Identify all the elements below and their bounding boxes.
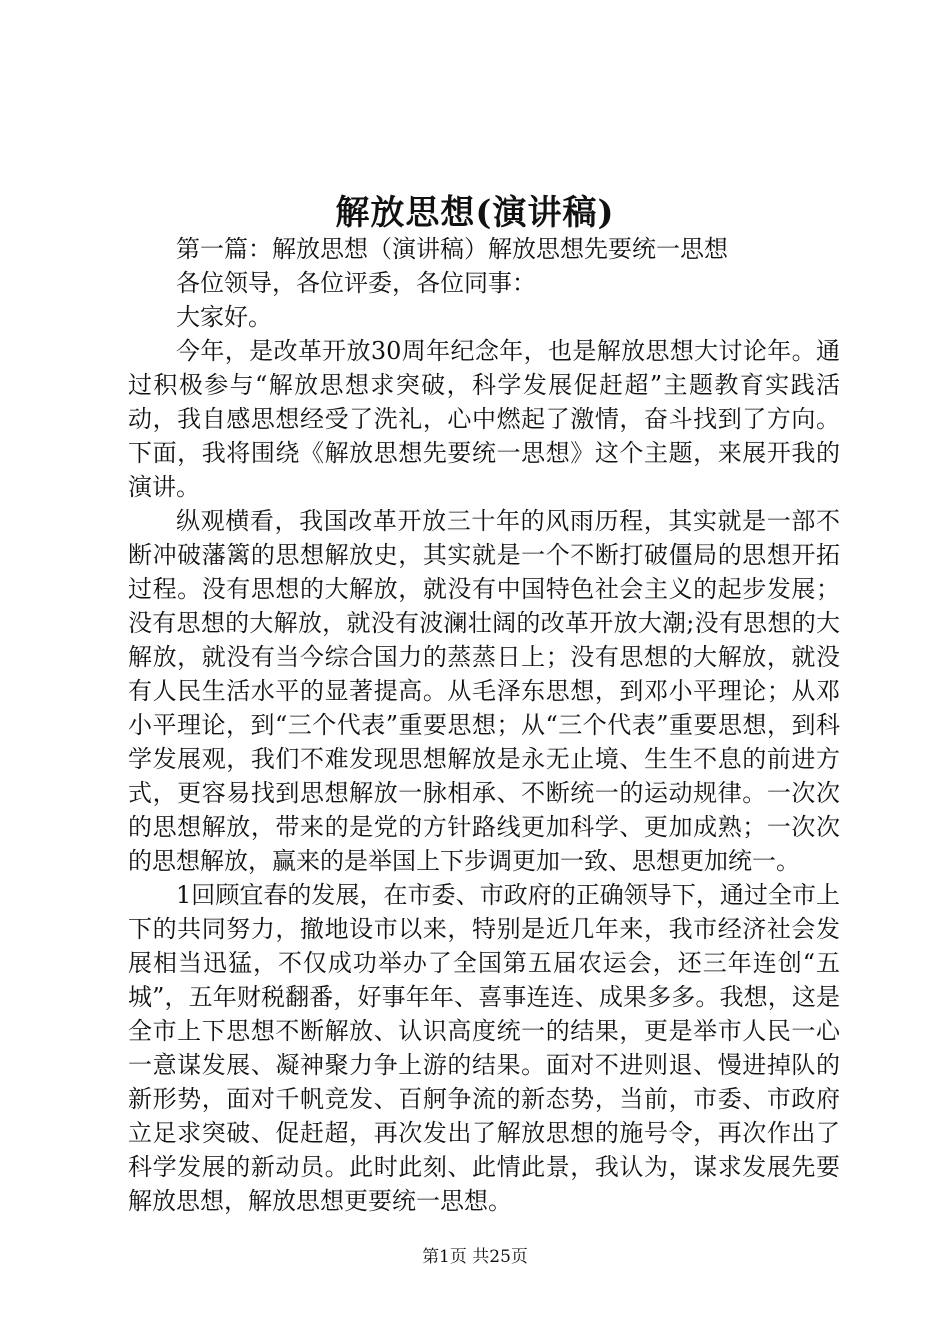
page-footer: 第1页 共25页 [422, 1247, 528, 1267]
paragraph-salutation: 各位领导，各位评委，各位同事： [176, 269, 536, 297]
paragraph-greeting: 大家好。 [176, 303, 272, 331]
document-title: 解放思想(演讲稿) [335, 193, 615, 233]
paragraph-subtitle: 第一篇：解放思想（演讲稿）解放思想先要统一思想 [176, 235, 728, 263]
document-body [128, 232, 840, 1218]
paragraph-history: 纵观横看，我国改革开放三十年的风雨历程，其实就是一部不断冲破藩篱的思想解放史，其实就是一个不断打破僵局的思想开拓过程。没有思想的大解放，就没有中国特色社会主义的起步发展；没有思想的大解放，就没有波澜壮阔的改革开放大潮;没有思想的大解放，就没有当今综合国力的蒸蒸日上；没有思想的大解放，就没有人民生活水平的显著提高。从毛泽东思想，到邓小平理论；从邓小平理论，到“三个代表”重要思想；从“三个代表”重要思想，到科学发展观，我们不难发现思想解放是永无止境、生生不息的前进方式，更容易找到思想解放一脉相承、不断统一的运动规律。一次次的思想解放，带来的是党的方针路线更加科学、更加成熟；一次次的思想解放，赢来的是举国上下步调更加一致、思想更加统一。 [128, 507, 840, 875]
paragraph-intro: 今年，是改革开放30周年纪念年，也是解放思想大讨论年。通过积极参与“解放思想求突破，科学发展促赶超”主题教育实践活动，我自感思想经受了洗礼，心中燃起了激情，奋斗找到了方向。下面，我将围绕《解放思想先要统一思想》这个主题，来展开我的演讲。 [128, 337, 840, 501]
paragraph-yichun: 1回顾宜春的发展，在市委、市政府的正确领导下，通过全市上下的共同努力，撤地设市以来，特别是近几年来，我市经济社会发展相当迅猛，不仅成功举办了全国第五届农运会，还三年连创“五城”，五年财税翻番，好事年年、喜事连连、成果多多。我想，这是全市上下思想不断解放、认识高度统一的结果，更是举市人民一心一意谋发展、凝神聚力争上游的结果。面对不进则退、慢进掉队的新形势，面对千帆竞发、百舸争流的新态势，当前，市委、市政府立足求突破、促赶超，再次发出了解放思想的施号令，再次作出了科学发展的新动员。此时此刻、此情此景，我认为，谋求发展先要解放思想，解放思想更要统一思想。 [128, 881, 840, 1215]
